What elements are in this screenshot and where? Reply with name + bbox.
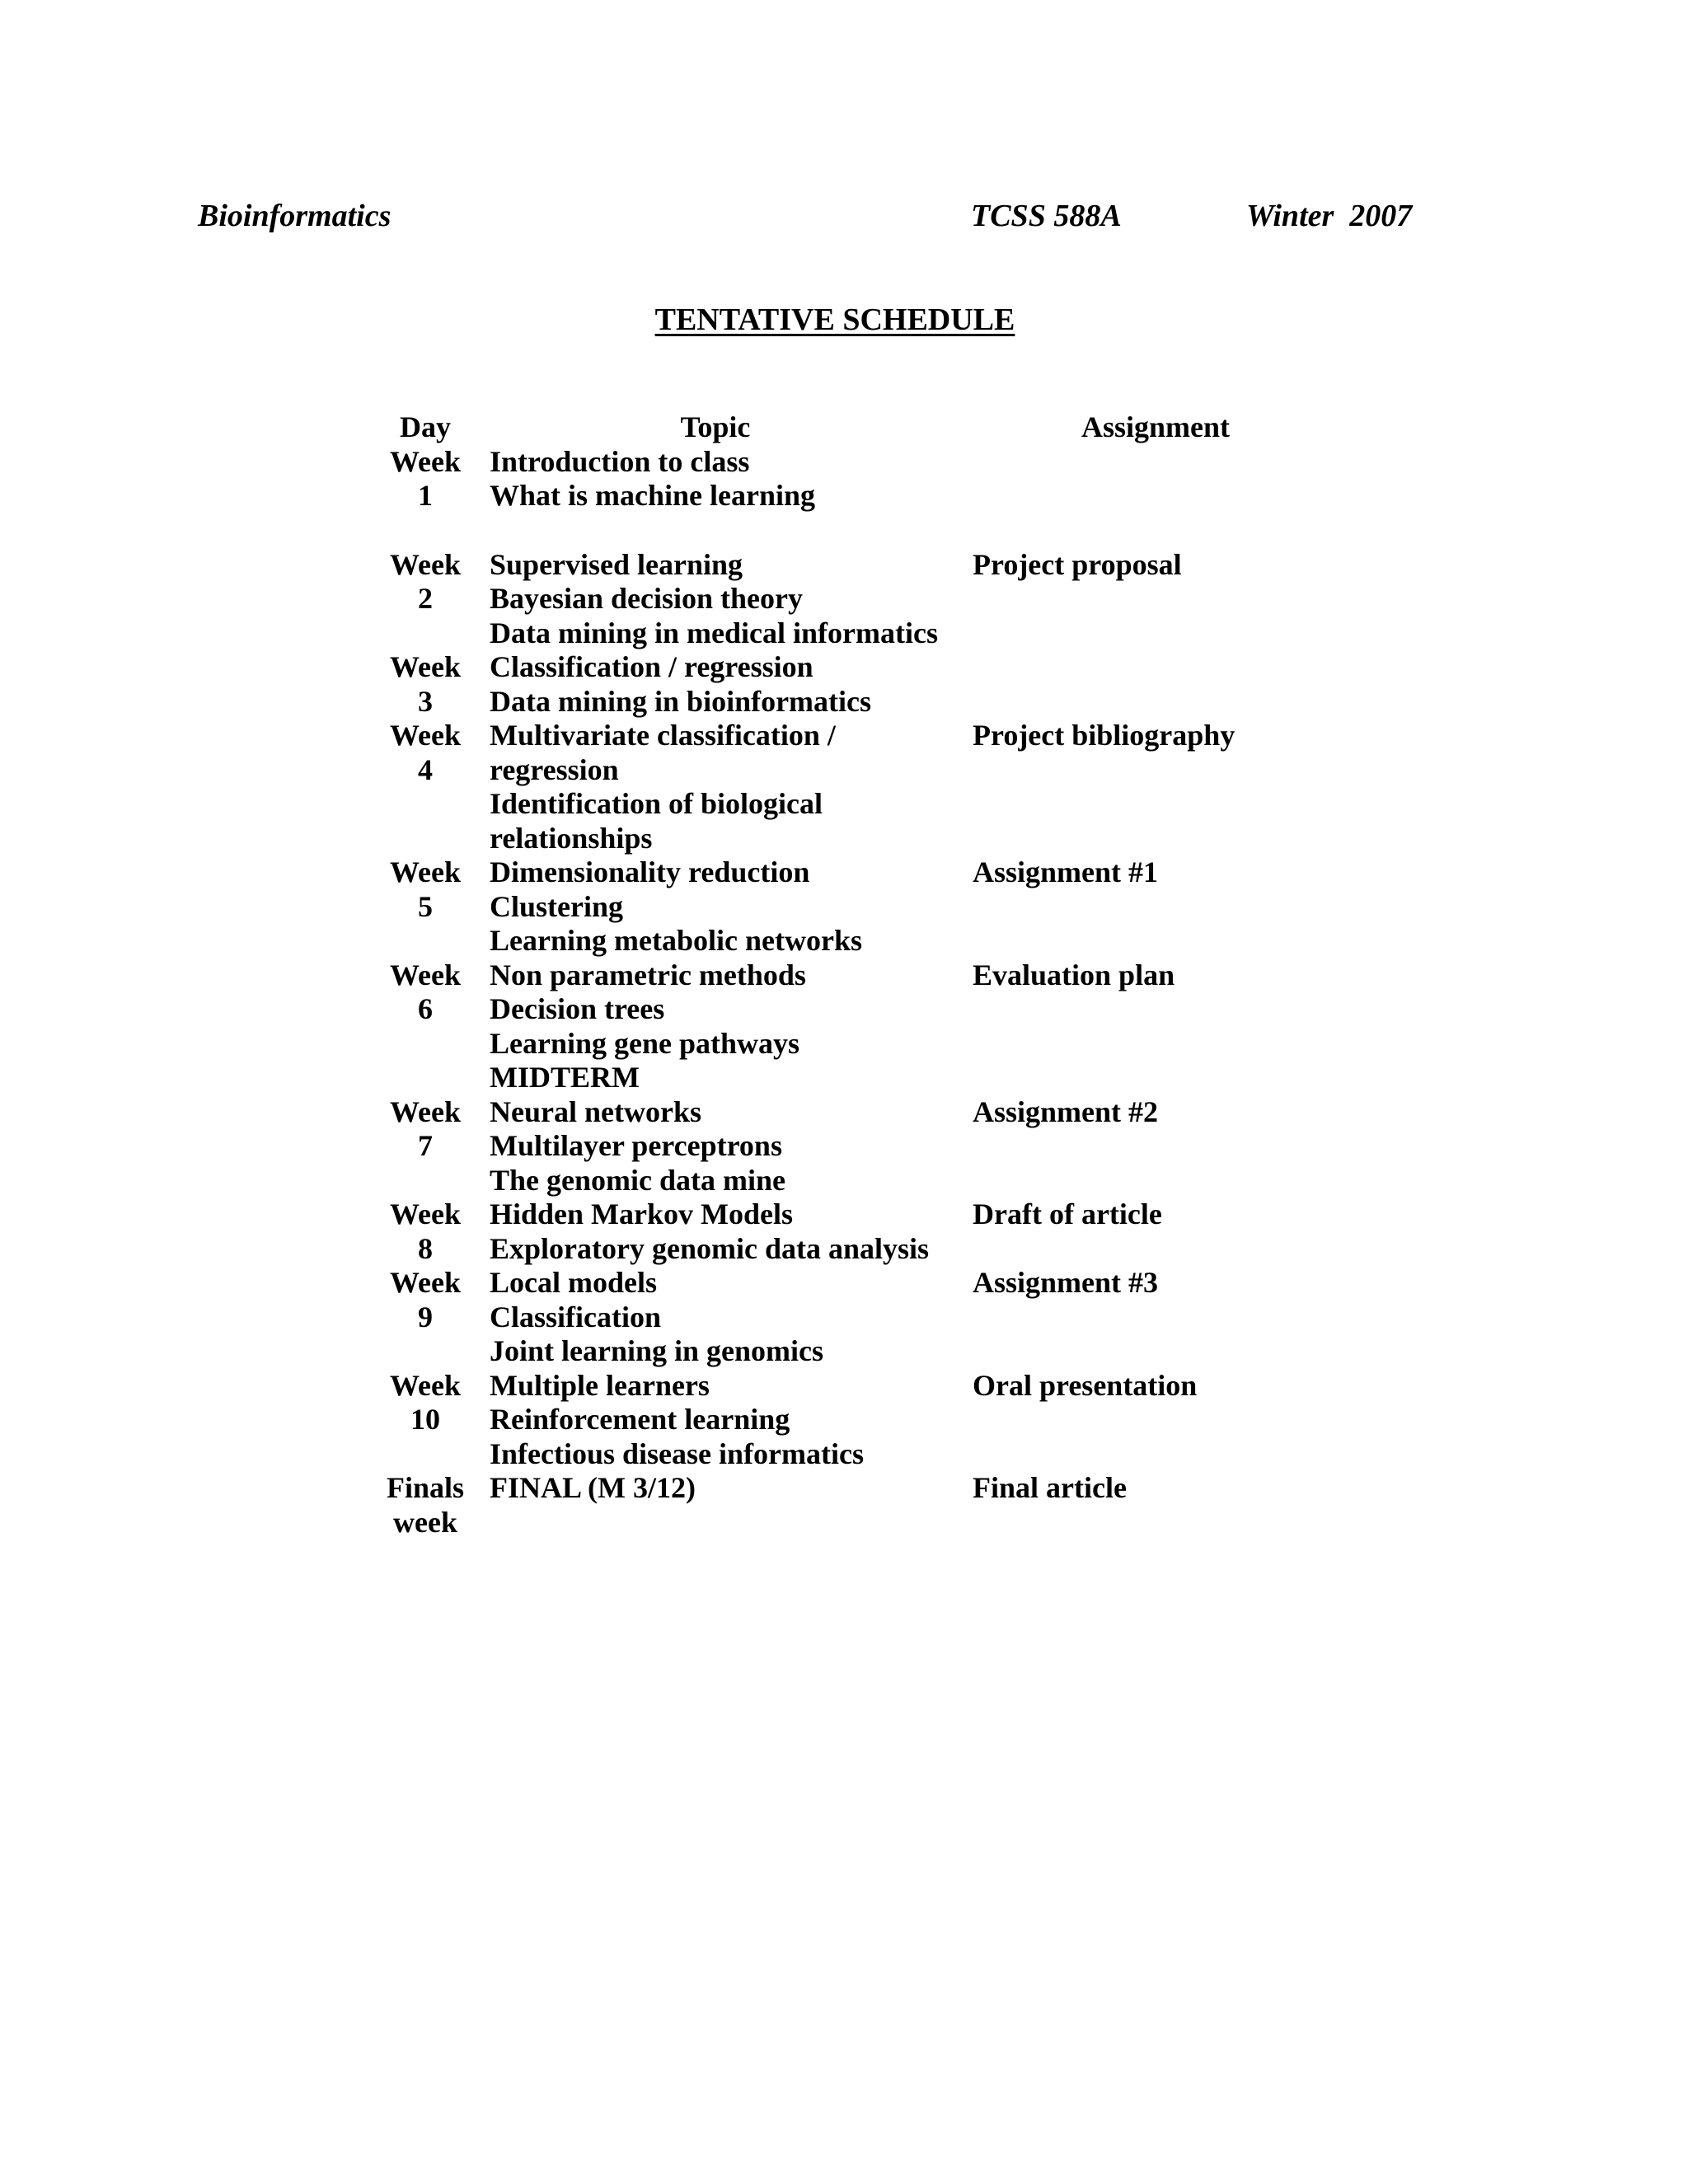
topic-line: Data mining in bioinformatics bbox=[490, 684, 872, 718]
day-cell-line: Week bbox=[390, 444, 461, 478]
day-cell bbox=[379, 1471, 471, 1540]
topic-line: Hidden Markov Models bbox=[490, 1197, 794, 1230]
day-cell-line: 5 bbox=[418, 889, 433, 923]
course-code: TCSS 588A bbox=[971, 199, 1122, 233]
day-cell-line: Finals bbox=[386, 1471, 465, 1504]
topic-line: Clustering bbox=[490, 889, 623, 923]
table-row bbox=[379, 650, 1352, 719]
day-cell-line: 2 bbox=[418, 582, 433, 615]
day-cell-line: 6 bbox=[418, 992, 433, 1025]
day-cell-line: week bbox=[393, 1505, 457, 1539]
assignment-cell: Project proposal bbox=[973, 547, 1182, 581]
topic-line: Introduction to class bbox=[490, 444, 750, 478]
table-row bbox=[379, 958, 1352, 1095]
day-cell-line: Week bbox=[390, 1368, 461, 1402]
topic-line: Identification of biological bbox=[490, 787, 823, 820]
topic-cell bbox=[471, 548, 959, 651]
table-row bbox=[379, 548, 1352, 651]
schedule-rows bbox=[379, 445, 1352, 1540]
day-cell-line: 1 bbox=[418, 479, 433, 512]
topic-line: Multilayer perceptrons bbox=[490, 1129, 782, 1162]
day-cell-line: 7 bbox=[418, 1129, 433, 1162]
day-cell bbox=[379, 958, 471, 1095]
topic-line: Learning gene pathways bbox=[490, 1026, 800, 1060]
topic-cell bbox=[471, 1197, 959, 1266]
topic-line: Classification bbox=[490, 1300, 662, 1333]
topic-line: FINAL (M 3/12) bbox=[490, 1471, 696, 1504]
day-cell-line: Week bbox=[390, 1266, 461, 1299]
assignment-cell: Assignment #3 bbox=[973, 1266, 1159, 1299]
table-row bbox=[379, 1369, 1352, 1472]
day-cell bbox=[379, 855, 471, 958]
table-row bbox=[379, 719, 1352, 855]
topic-line: relationships bbox=[490, 821, 653, 855]
assignment-cell bbox=[959, 650, 1352, 719]
topic-line: Bayesian decision theory bbox=[490, 582, 804, 615]
table-row bbox=[379, 855, 1352, 958]
table-row bbox=[379, 1266, 1352, 1369]
topic-line: Exploratory genomic data analysis bbox=[490, 1231, 930, 1265]
topic-line: Multivariate classification / bbox=[490, 719, 836, 752]
day-cell bbox=[379, 445, 471, 513]
day-cell bbox=[379, 1095, 471, 1198]
day-cell-line: 8 bbox=[418, 1231, 433, 1265]
day-cell-line: 10 bbox=[410, 1403, 440, 1436]
day-cell bbox=[379, 719, 471, 855]
topic-line: What is machine learning bbox=[490, 479, 816, 512]
table-row bbox=[379, 445, 1352, 513]
topic-line: Joint learning in genomics bbox=[490, 1334, 824, 1367]
assignment-column-header: Assignment bbox=[1081, 410, 1231, 443]
day-cell-line: Week bbox=[390, 1094, 461, 1128]
day-cell-line: Week bbox=[390, 650, 461, 683]
assignment-cell: Draft of article bbox=[973, 1197, 1162, 1230]
day-cell bbox=[379, 548, 471, 651]
table-row bbox=[379, 1095, 1352, 1198]
day-cell bbox=[379, 1369, 471, 1472]
topic-line: Supervised learning bbox=[490, 547, 743, 581]
table-row bbox=[379, 1197, 1352, 1266]
topic-line: Infectious disease informatics bbox=[490, 1436, 864, 1470]
assignment-cell: Oral presentation bbox=[973, 1368, 1198, 1402]
term: Winter 2007 bbox=[1246, 199, 1413, 233]
day-cell-line: Week bbox=[390, 1197, 461, 1230]
topic-line: Classification / regression bbox=[490, 650, 814, 683]
topic-line: Multiple learners bbox=[490, 1368, 710, 1402]
assignment-cell bbox=[959, 445, 1352, 513]
topic-cell bbox=[471, 1266, 959, 1369]
day-cell-line: Week bbox=[390, 719, 461, 752]
day-cell bbox=[379, 650, 471, 719]
topic-line: MIDTERM bbox=[490, 1061, 640, 1094]
topic-line: Reinforcement learning bbox=[490, 1403, 790, 1436]
table-header-row bbox=[379, 410, 1352, 445]
day-cell-line: Week bbox=[390, 855, 461, 888]
topic-line: Local models bbox=[490, 1266, 657, 1299]
topic-line: Neural networks bbox=[490, 1094, 701, 1128]
day-cell-line: Week bbox=[390, 547, 461, 581]
topic-line: Data mining in medical informatics bbox=[490, 616, 938, 649]
course-name: Bioinformatics bbox=[198, 199, 392, 233]
assignment-cell: Evaluation plan bbox=[973, 958, 1175, 991]
topic-line: regression bbox=[490, 752, 619, 786]
topic-cell bbox=[471, 1471, 959, 1540]
assignment-cell: Assignment #2 bbox=[973, 1094, 1159, 1128]
assignment-cell: Assignment #1 bbox=[973, 855, 1159, 888]
topic-line: Decision trees bbox=[490, 992, 665, 1025]
day-cell-line: Week bbox=[390, 958, 461, 991]
topic-cell bbox=[471, 1369, 959, 1472]
topic-cell bbox=[471, 1095, 959, 1198]
day-column-header: Day bbox=[400, 410, 451, 443]
topic-cell bbox=[471, 719, 959, 855]
topic-cell bbox=[471, 958, 959, 1095]
topic-line: Learning metabolic networks bbox=[490, 924, 862, 957]
day-cell-line: 3 bbox=[418, 684, 433, 718]
schedule-table bbox=[379, 410, 1352, 1540]
schedule-title: TENTATIVE SCHEDULE bbox=[654, 302, 1015, 337]
topic-column-header: Topic bbox=[680, 410, 751, 443]
assignment-cell: Project bibliography bbox=[973, 719, 1236, 752]
assignment-cell: Final article bbox=[973, 1471, 1127, 1504]
row-spacer bbox=[379, 513, 1352, 548]
day-cell-line: 4 bbox=[418, 752, 433, 786]
table-row bbox=[379, 1471, 1352, 1540]
topic-cell bbox=[471, 650, 959, 719]
topic-line: Dimensionality reduction bbox=[490, 855, 810, 888]
day-cell-line: 9 bbox=[418, 1300, 433, 1333]
topic-cell bbox=[471, 855, 959, 958]
day-cell bbox=[379, 1266, 471, 1369]
topic-cell bbox=[471, 445, 959, 513]
day-cell bbox=[379, 1197, 471, 1266]
topic-line: Non parametric methods bbox=[490, 958, 806, 991]
topic-line: The genomic data mine bbox=[490, 1163, 785, 1197]
